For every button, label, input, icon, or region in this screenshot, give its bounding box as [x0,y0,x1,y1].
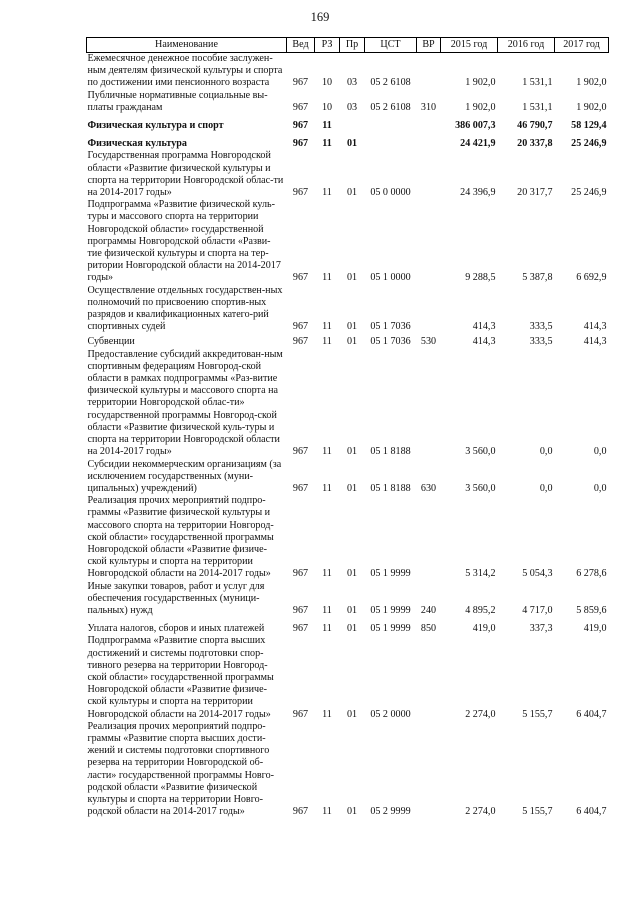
row-pr: 01 [346,138,358,150]
row-rz: 11 [322,138,332,150]
row-vr [417,53,441,90]
row-pr: 01 [346,604,358,616]
row-rz: 11 [322,187,332,199]
row-name: Субсидии некоммерческим организациям (за исключением государственных (муни-ципальных) учреждений) [87,458,282,494]
row-value-2015: 2 274,0 [465,708,496,720]
row-vr: 310 [420,101,437,113]
row-name: Реализация прочих мероприятий подпро-граммы «Развитие спорта высших дости-жений и системы подготовки спортивного резерва на территории Новгородской об-ласти» государственной программы Новго-родской области «Развитие физической культуры и спорта на территории Новго-родской области на 2014-2017 годы» [87,720,274,818]
row-value-2017: 25 246,9 [571,138,607,150]
row-value-2017: 6 278,6 [576,568,607,580]
row-ved: 967 [292,187,309,199]
row-rz: 11 [322,321,332,333]
row-pr: 01 [346,708,358,720]
row-cst: 05 2 6108 [370,77,411,89]
row-value-2016: 5 155,7 [522,708,553,720]
row-value-2017: 414,3 [583,321,607,333]
row-cst: 05 1 0000 [370,272,411,284]
row-name: Публичные нормативные социальные вы-платы гражданам [87,89,268,113]
row-cst: 05 2 9999 [370,806,411,818]
row-value-2017: 0,0 [593,446,607,458]
row-value-2016: 333,5 [529,336,553,348]
row-name: Субвенции [87,336,135,348]
row-pr [340,114,365,132]
row-value-2016: 0,0 [539,446,553,458]
table-row [87,150,609,199]
row-rz: 11 [322,482,332,494]
table-row [87,459,609,496]
row-cst [365,114,417,132]
row-value-2017: 6 692,9 [576,272,607,284]
row-cst: 05 2 0000 [370,708,411,720]
header-cst: ЦСТ [365,38,417,53]
row-vr [417,285,441,334]
row-vr [417,150,441,199]
header-name: Наименование [87,38,287,53]
row-value-2016: 5 387,8 [522,272,553,284]
row-value-2015: 3 560,0 [465,446,496,458]
row-cst: 05 1 8188 [370,482,411,494]
table-row [87,581,609,618]
row-cst: 05 1 7036 [370,336,411,348]
header-pr: Пр [340,38,365,53]
row-rz: 11 [322,272,332,284]
row-vr [417,132,441,150]
row-ved: 967 [292,482,309,494]
row-rz: 11 [322,446,332,458]
row-value-2015: 386 007,3 [455,120,496,132]
row-value-2016: 337,3 [529,623,553,635]
row-pr: 03 [346,77,358,89]
row-value-2015: 414,3 [472,336,496,348]
row-ved: 967 [292,708,309,720]
header-2015: 2015 год [441,38,498,53]
row-value-2016: 20 337,8 [517,138,553,150]
row-ved: 967 [292,101,309,113]
header-vr: ВР [417,38,441,53]
row-value-2017: 6 404,7 [576,708,607,720]
row-cst: 05 1 9999 [370,623,411,635]
row-value-2016: 46 790,7 [517,120,553,132]
table-row [87,132,609,150]
row-value-2016: 1 531,1 [522,101,553,113]
row-vr: 530 [420,336,437,348]
row-value-2016: 4 717,0 [522,604,553,616]
table-row [87,90,609,114]
row-value-2015: 24 396,9 [460,187,496,199]
row-ved: 967 [292,138,309,150]
row-name: Подпрограмма «Развитие физической куль-туры и массового спорта на территории Новгородской области» государственной программы Новгородской области «Разви-тие физической культуры и спорта на тер-ритории Новгородской области на 2014-2017 годы» [87,199,281,284]
row-value-2015: 4 895,2 [465,604,496,616]
table-row [87,114,609,132]
row-value-2016: 5 054,3 [522,568,553,580]
row-value-2017: 5 859,6 [576,604,607,616]
row-vr [417,495,441,580]
row-vr [417,721,441,819]
header-rz: РЗ [315,38,340,53]
row-pr: 03 [346,101,358,113]
budget-table [86,37,609,818]
row-value-2017: 6 404,7 [576,806,607,818]
row-name: Осуществление отдельных государствен-ных полномочий по присвоению спортив-ных разрядов и квалификационных катего-рий спортивных судей [87,284,283,333]
row-pr: 01 [346,272,358,284]
table-row [87,199,609,284]
row-value-2015: 9 288,5 [465,272,496,284]
row-cst: 05 1 9999 [370,604,411,616]
row-value-2017: 25 246,9 [571,187,607,199]
row-ved: 967 [292,806,309,818]
row-vr [417,349,441,459]
page-number: 169 [310,10,330,24]
row-ved: 967 [292,336,309,348]
row-rz: 11 [322,336,332,348]
table-header-row [87,38,609,53]
row-name: Физическая культура и спорт [87,120,224,132]
row-ved: 967 [292,77,309,89]
row-value-2015: 2 274,0 [465,806,496,818]
row-value-2017: 0,0 [593,482,607,494]
header-2016: 2016 год [498,38,555,53]
row-ved: 967 [292,623,309,635]
row-cst: 05 1 7036 [370,321,411,333]
row-rz: 11 [322,708,332,720]
row-ved: 967 [292,272,309,284]
row-ved: 967 [292,446,309,458]
row-vr: 850 [420,623,437,635]
row-pr: 01 [346,623,358,635]
table-body [87,53,609,819]
table-row [87,349,609,459]
row-name: Реализация прочих мероприятий подпро-граммы «Развитие физической культуры и массового спорта на территории Новгород-ской области» государственной программы Новгородской области «Развитие физиче-ской культуры и спорта на территории Новгородской области на 2014-2017 годы» [87,495,274,580]
row-vr [417,199,441,284]
table-row [87,721,609,819]
table-row [87,53,609,90]
row-rz: 10 [321,101,333,113]
row-vr [417,635,441,720]
row-name: Уплата налогов, сборов и иных платежей [87,623,265,635]
row-ved: 967 [292,321,309,333]
row-ved: 967 [292,120,309,132]
row-rz: 11 [322,568,332,580]
header-2017: 2017 год [555,38,609,53]
row-rz: 11 [322,604,332,616]
row-cst: 05 1 8188 [370,446,411,458]
row-name: Государственная программа Новгородской области «Развитие физической культуры и спорта на территории Новгородской облас-ти на 2014-2017 годы» [87,150,284,199]
row-value-2015: 5 314,2 [465,568,496,580]
row-name: Подпрограмма «Развитие спорта высших достижений и системы подготовки спор-тивного резерва на территории Новгород-ской области» государственной программы Новгородской области «Развитие физиче-ской культуры и спорта на территории Новгородской области на 2014-2017 годы» [87,635,274,720]
table-row [87,617,609,635]
row-ved: 967 [292,568,309,580]
row-pr: 01 [346,187,358,199]
header-ved: Вед [287,38,315,53]
row-pr: 01 [346,806,358,818]
row-value-2015: 1 902,0 [465,101,496,113]
row-value-2015: 419,0 [472,623,496,635]
row-value-2017: 1 902,0 [576,77,607,89]
row-rz: 11 [322,806,332,818]
row-name: Физическая культура [87,138,187,150]
row-pr: 01 [346,321,358,333]
row-value-2017: 58 129,4 [571,120,607,132]
row-value-2015: 24 421,9 [460,138,496,150]
row-cst: 05 2 6108 [370,101,411,113]
table-row [87,333,609,348]
row-value-2016: 20 317,7 [517,187,553,199]
row-value-2015: 414,3 [472,321,496,333]
row-value-2016: 5 155,7 [522,806,553,818]
row-value-2015: 1 902,0 [465,77,496,89]
row-value-2015: 3 560,0 [465,482,496,494]
row-value-2016: 1 531,1 [522,77,553,89]
row-value-2017: 419,0 [583,623,607,635]
table-row [87,285,609,334]
row-vr: 240 [420,604,437,616]
row-name: Иные закупки товаров, работ и услуг для обеспечения государственных (муници-пальных) нужд [87,580,265,616]
row-value-2016: 0,0 [539,482,553,494]
row-value-2017: 1 902,0 [576,101,607,113]
row-rz: 10 [321,77,333,89]
row-pr: 01 [346,482,358,494]
row-pr: 01 [346,446,358,458]
row-value-2017: 414,3 [583,336,607,348]
row-name: Предоставление субсидий аккредитован-ным спортивным федерациям Новгород-ской области в рамках подпрограммы «Раз-витие физической культуры и массового спорта на территории Новгородской облас-ти» государственной программы Новгород-ской области «Развитие физической куль-туры и спорта на территории Новгородской области на 2014-2017 годы» [87,348,283,458]
row-value-2016: 333,5 [529,321,553,333]
row-rz: 11 [322,623,332,635]
row-vr: 630 [420,482,437,494]
row-pr: 01 [346,336,358,348]
row-rz: 11 [322,120,332,132]
row-vr [417,114,441,132]
row-ved: 967 [292,604,309,616]
table-row [87,635,609,720]
row-cst: 05 0 0000 [370,187,411,199]
row-pr: 01 [346,568,358,580]
table-row [87,495,609,580]
row-cst [365,132,417,150]
row-name: Ежемесячное денежное пособие заслужен-ным деятелям физической культуры и спорта по достижении ими пенсионного возраста [87,53,283,89]
row-cst: 05 1 9999 [370,568,411,580]
